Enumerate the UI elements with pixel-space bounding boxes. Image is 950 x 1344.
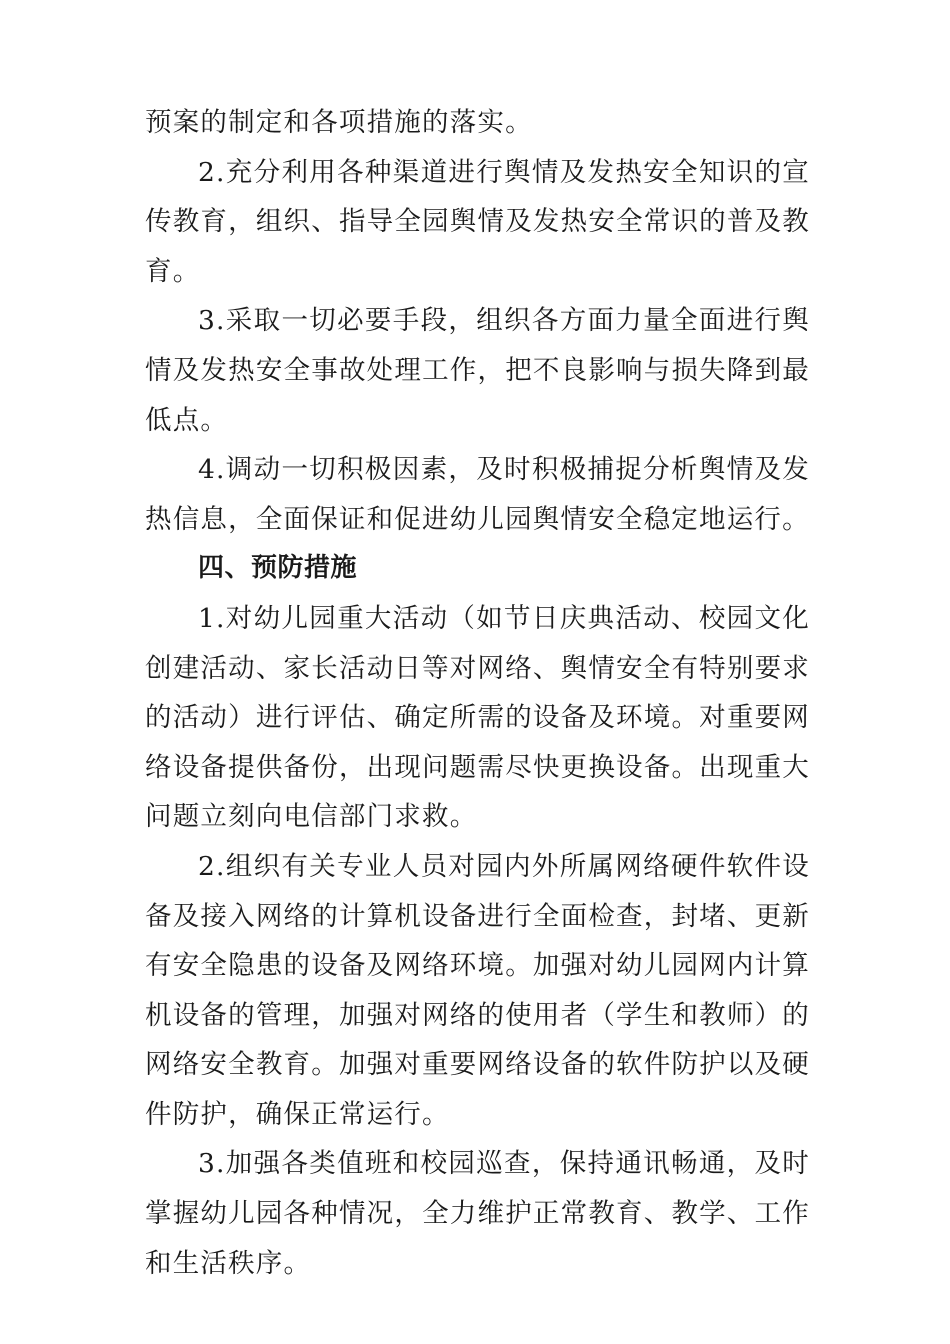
paragraph-item-2-publicity: 2.充分利用各种渠道进行舆情及发热安全知识的宣传教育，组织、指导全园舆情及发热安全常识的普及教育。 (145, 156, 810, 287)
document-body (145, 98, 810, 1288)
paragraph-prevention-3: 3.加强各类值班和校园巡查，保持通讯畅通，及时掌握幼儿园各种情况，全力维护正常教育、教学、工作和生活秩序。 (145, 1148, 810, 1279)
section-heading-prevention: 四、预防措施 (198, 553, 358, 584)
paragraph-item-4-mobilize: 4.调动一切积极因素，及时积极捕捉分析舆情及发热信息，全面保证和促进幼儿园舆情安全稳定地运行。 (145, 454, 810, 535)
paragraph-prevention-1: 1.对幼儿园重大活动（如节日庆典活动、校园文化创建活动、家长活动日等对网络、舆情安全有特别要求的活动）进行评估、确定所需的设备及环境。对重要网络设备提供备份，出现问题需尽快更换设备。出现重大问题立刻向电信部门求救。 (145, 602, 810, 833)
paragraph-item-3-handling: 3.采取一切必要手段，组织各方面力量全面进行舆情及发热安全事故处理工作，把不良影响与损失降到最低点。 (145, 305, 810, 436)
paragraph-continuation: 预案的制定和各项措施的落实。 (145, 107, 533, 138)
paragraph-prevention-2: 2.组织有关专业人员对园内外所属网络硬件软件设备及接入网络的计算机设备进行全面检查，封堵、更新有安全隐患的设备及网络环境。加强对幼儿园网内计算机设备的管理，加强对网络的使用者（学生和教师）的网络安全教育。加强对重要网络设备的软件防护以及硬件防护，确保正常运行。 (145, 850, 810, 1130)
